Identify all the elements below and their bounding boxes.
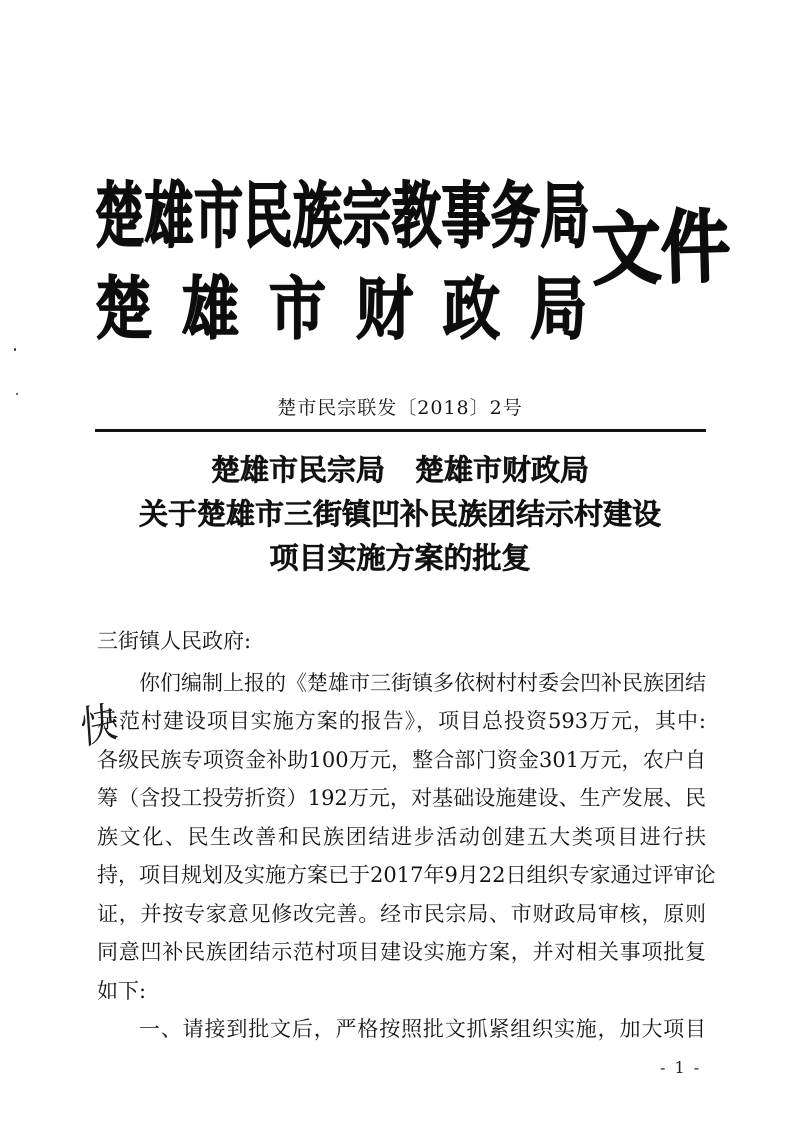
body-line: 一、请接到批文后，严格按照批文抓紧组织实施，加大项目: [139, 1017, 706, 1041]
title-issuer-right: 楚雄市财政局: [415, 453, 590, 487]
handwritten-annotation: 快: [78, 695, 120, 755]
title-issuer-left: 楚雄市民宗局: [210, 453, 385, 487]
scan-speck: [14, 348, 16, 351]
body-line: 如下:: [97, 978, 147, 1003]
body-line: 同意凹补民族团结示范村项目建设实施方案，并对相关事项批复: [97, 940, 706, 964]
body-line: 筹（含投工投劳折资）192万元，对基础设施建设、生产发展、民: [97, 786, 706, 810]
body-text: [97, 622, 716, 1049]
title-issuers: [0, 448, 800, 492]
masthead-doc-type: 文件: [590, 201, 732, 298]
title-line-2: 关于楚雄市三街镇凹补民族团结示村建设: [138, 497, 661, 531]
masthead-divider: [95, 429, 706, 432]
body-line: 族文化、民生改善和民族团结进步活动创建五大类项目进行扶: [97, 824, 706, 849]
body-line: 你们编制上报的《楚雄市三街镇多依树村村委会凹补民族团结: [139, 670, 706, 695]
salutation: 三街镇人民政府:: [97, 629, 252, 653]
body-line: 各级民族专项资金补助100万元，整合部门资金301万元，农户自: [97, 747, 706, 772]
masthead-org-line1: 楚雄市民族宗教事务局: [95, 175, 591, 258]
masthead-org-line2: 楚雄市财政局: [95, 270, 617, 350]
body-line: 示范村建设项目实施方案的报告》，项目总投资593万元，其中:: [97, 709, 706, 733]
page-number: - 1 -: [660, 1058, 702, 1077]
document-number: 楚市民宗联发〔2018〕2号: [277, 397, 523, 419]
body-line: 持，项目规划及实施方案已于2017年9月22日组织专家通过评审论: [97, 863, 716, 887]
body-line: 证，并按专家意见修改完善。经市民宗局、市财政局审核，原则: [97, 901, 706, 926]
title-line-3: 项目实施方案的批复: [269, 541, 531, 575]
scan-speck: [16, 393, 18, 395]
